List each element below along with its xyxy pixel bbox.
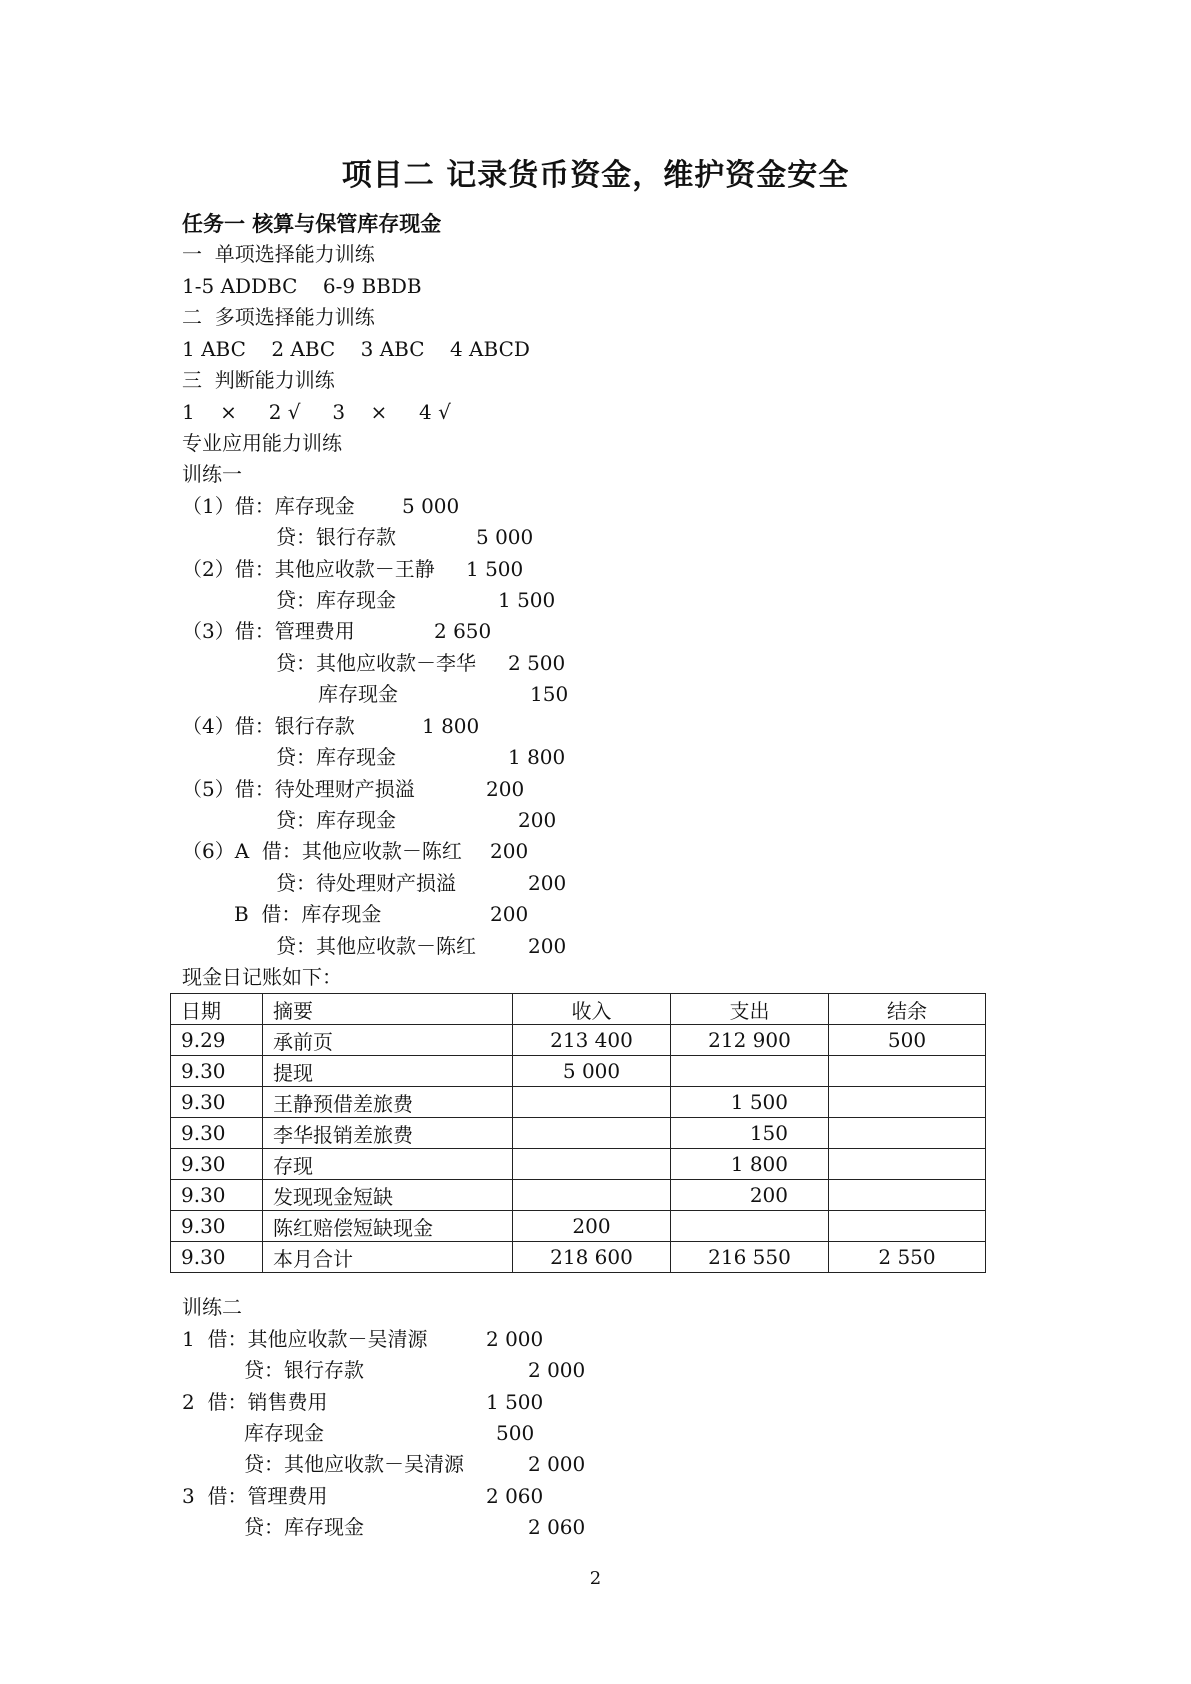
entry-amount: 2 060: [528, 1515, 586, 1539]
cell-balance: [829, 1087, 986, 1118]
table-row: [171, 1118, 986, 1149]
cell-income: [513, 1118, 671, 1149]
entry-text: 贷：银行存款: [244, 1358, 364, 1382]
entry-amount: 2 000: [528, 1452, 586, 1476]
header-date: 日期: [171, 994, 263, 1025]
cell-income: [513, 1149, 671, 1180]
judgement-answers: 1 × 2 √ 3 × 4 √: [182, 400, 451, 424]
cell-expense: 150: [671, 1118, 829, 1149]
entry-text: 库存现金: [318, 682, 398, 706]
entry-text: 贷：库存现金: [276, 588, 396, 612]
entry-text: 贷：其他应收款－吴清源: [244, 1452, 464, 1476]
multi-choice-answers: 1 ABC 2 ABC 3 ABC 4 ABCD: [182, 337, 530, 361]
header-income: 收入: [513, 994, 671, 1025]
cell-income: 200: [513, 1211, 671, 1242]
cash-journal-table: [170, 993, 986, 1273]
cell-income: 213 400: [513, 1025, 671, 1056]
entry-amount: 1 800: [422, 714, 480, 738]
cell-date: 9.29: [171, 1025, 263, 1056]
cell-date: 9.30: [171, 1056, 263, 1087]
entry-text: （6）A 借：其他应收款－陈红: [182, 839, 462, 863]
cell-date: 9.30: [171, 1180, 263, 1211]
entry-text: 贷：其他应收款－陈红: [276, 934, 476, 958]
entry-text: 库存现金: [244, 1421, 324, 1445]
cell-balance: [829, 1180, 986, 1211]
cell-income: [513, 1180, 671, 1211]
cell-balance: [829, 1149, 986, 1180]
table-row: [171, 1211, 986, 1242]
cell-balance: 500: [829, 1025, 986, 1056]
cell-date: 9.30: [171, 1242, 263, 1273]
multi-choice-heading: 二 多项选择能力训练: [182, 305, 375, 329]
entry-text: 1 借：其他应收款－吴清源: [182, 1327, 428, 1351]
single-choice-answers: 1-5 ADDBC 6-9 BBDB: [182, 274, 422, 298]
entry-text: 贷：库存现金: [276, 745, 396, 769]
entry-text: 2 借：销售费用: [182, 1390, 328, 1414]
table-row: [171, 1180, 986, 1211]
cell-expense: 1 500: [671, 1087, 829, 1118]
cell-expense: 216 550: [671, 1242, 829, 1273]
entry-amount: 200: [518, 808, 557, 832]
training1-heading: 训练一: [182, 462, 242, 486]
single-choice-heading: 一 单项选择能力训练: [182, 242, 375, 266]
cell-expense: [671, 1211, 829, 1242]
cell-expense: 212 900: [671, 1025, 829, 1056]
entry-text: 3 借：管理费用: [182, 1484, 328, 1508]
entry-text: （1）借：库存现金: [182, 494, 355, 518]
entry-text: 贷：库存现金: [244, 1515, 364, 1539]
entry-amount: 150: [530, 682, 569, 706]
cell-income: 5 000: [513, 1056, 671, 1087]
entry-amount: 200: [490, 839, 529, 863]
entry-amount: 2 000: [486, 1327, 544, 1351]
cell-expense: 1 800: [671, 1149, 829, 1180]
entry-amount: 200: [490, 902, 529, 926]
cell-description: 存现: [263, 1149, 513, 1180]
task-title: 任务一 核算与保管库存现金: [182, 211, 442, 236]
table-header-row: [171, 994, 986, 1025]
header-balance: 结余: [829, 994, 986, 1025]
table-row: [171, 1149, 986, 1180]
table-row: [171, 1242, 986, 1273]
header-expense: 支出: [671, 994, 829, 1025]
table-row: [171, 1056, 986, 1087]
entry-text: 贷：待处理财产损溢: [276, 871, 456, 895]
entry-text: 贷：银行存款: [276, 525, 396, 549]
entry-amount: 2 500: [508, 651, 566, 675]
training2-heading: 训练二: [182, 1295, 242, 1319]
cell-balance: [829, 1118, 986, 1149]
entry-text: （2）借：其他应收款－王静: [182, 557, 435, 581]
entry-text: （4）借：银行存款: [182, 714, 355, 738]
journal-intro: 现金日记账如下：: [182, 965, 342, 989]
entry-amount: 500: [496, 1421, 535, 1445]
entry-amount: 1 500: [498, 588, 556, 612]
entry-amount: 200: [528, 871, 567, 895]
entry-amount: 5 000: [402, 494, 460, 518]
entry-text: B 借：库存现金: [234, 902, 382, 926]
entry-amount: 2 650: [434, 619, 492, 643]
entry-amount: 200: [528, 934, 567, 958]
cell-description: 李华报销差旅费: [263, 1118, 513, 1149]
entry-amount: 1 800: [508, 745, 566, 769]
entry-text: （3）借：管理费用: [182, 619, 355, 643]
cell-description: 承前页: [263, 1025, 513, 1056]
cell-balance: [829, 1056, 986, 1087]
entry-amount: 2 000: [528, 1358, 586, 1382]
cell-description: 陈红赔偿短缺现金: [263, 1211, 513, 1242]
entry-amount: 1 500: [466, 557, 524, 581]
entry-amount: 2 060: [486, 1484, 544, 1508]
cell-date: 9.30: [171, 1087, 263, 1118]
header-description: 摘要: [263, 994, 513, 1025]
judgement-heading: 三 判断能力训练: [182, 368, 335, 392]
applied-training-heading: 专业应用能力训练: [182, 431, 342, 455]
page-number: 2: [589, 1568, 602, 1589]
cell-description: 提现: [263, 1056, 513, 1087]
cell-description: 王静预借差旅费: [263, 1087, 513, 1118]
entry-text: 贷：其他应收款－李华: [276, 651, 476, 675]
cell-expense: 200: [671, 1180, 829, 1211]
entry-amount: 1 500: [486, 1390, 544, 1414]
cell-description: 发现现金短缺: [263, 1180, 513, 1211]
cell-income: [513, 1087, 671, 1118]
cell-expense: [671, 1056, 829, 1087]
entry-text: （5）借：待处理财产损溢: [182, 777, 415, 801]
table-row: [171, 1025, 986, 1056]
cell-description: 本月合计: [263, 1242, 513, 1273]
cell-income: 218 600: [513, 1242, 671, 1273]
cell-balance: [829, 1211, 986, 1242]
entry-amount: 5 000: [476, 525, 534, 549]
cell-date: 9.30: [171, 1211, 263, 1242]
cell-date: 9.30: [171, 1118, 263, 1149]
table-row: [171, 1087, 986, 1118]
entry-amount: 200: [486, 777, 525, 801]
cell-date: 9.30: [171, 1149, 263, 1180]
cell-balance: 2 550: [829, 1242, 986, 1273]
entry-text: 贷：库存现金: [276, 808, 396, 832]
page-title: 项目二 记录货币资金，维护资金安全: [341, 158, 850, 193]
